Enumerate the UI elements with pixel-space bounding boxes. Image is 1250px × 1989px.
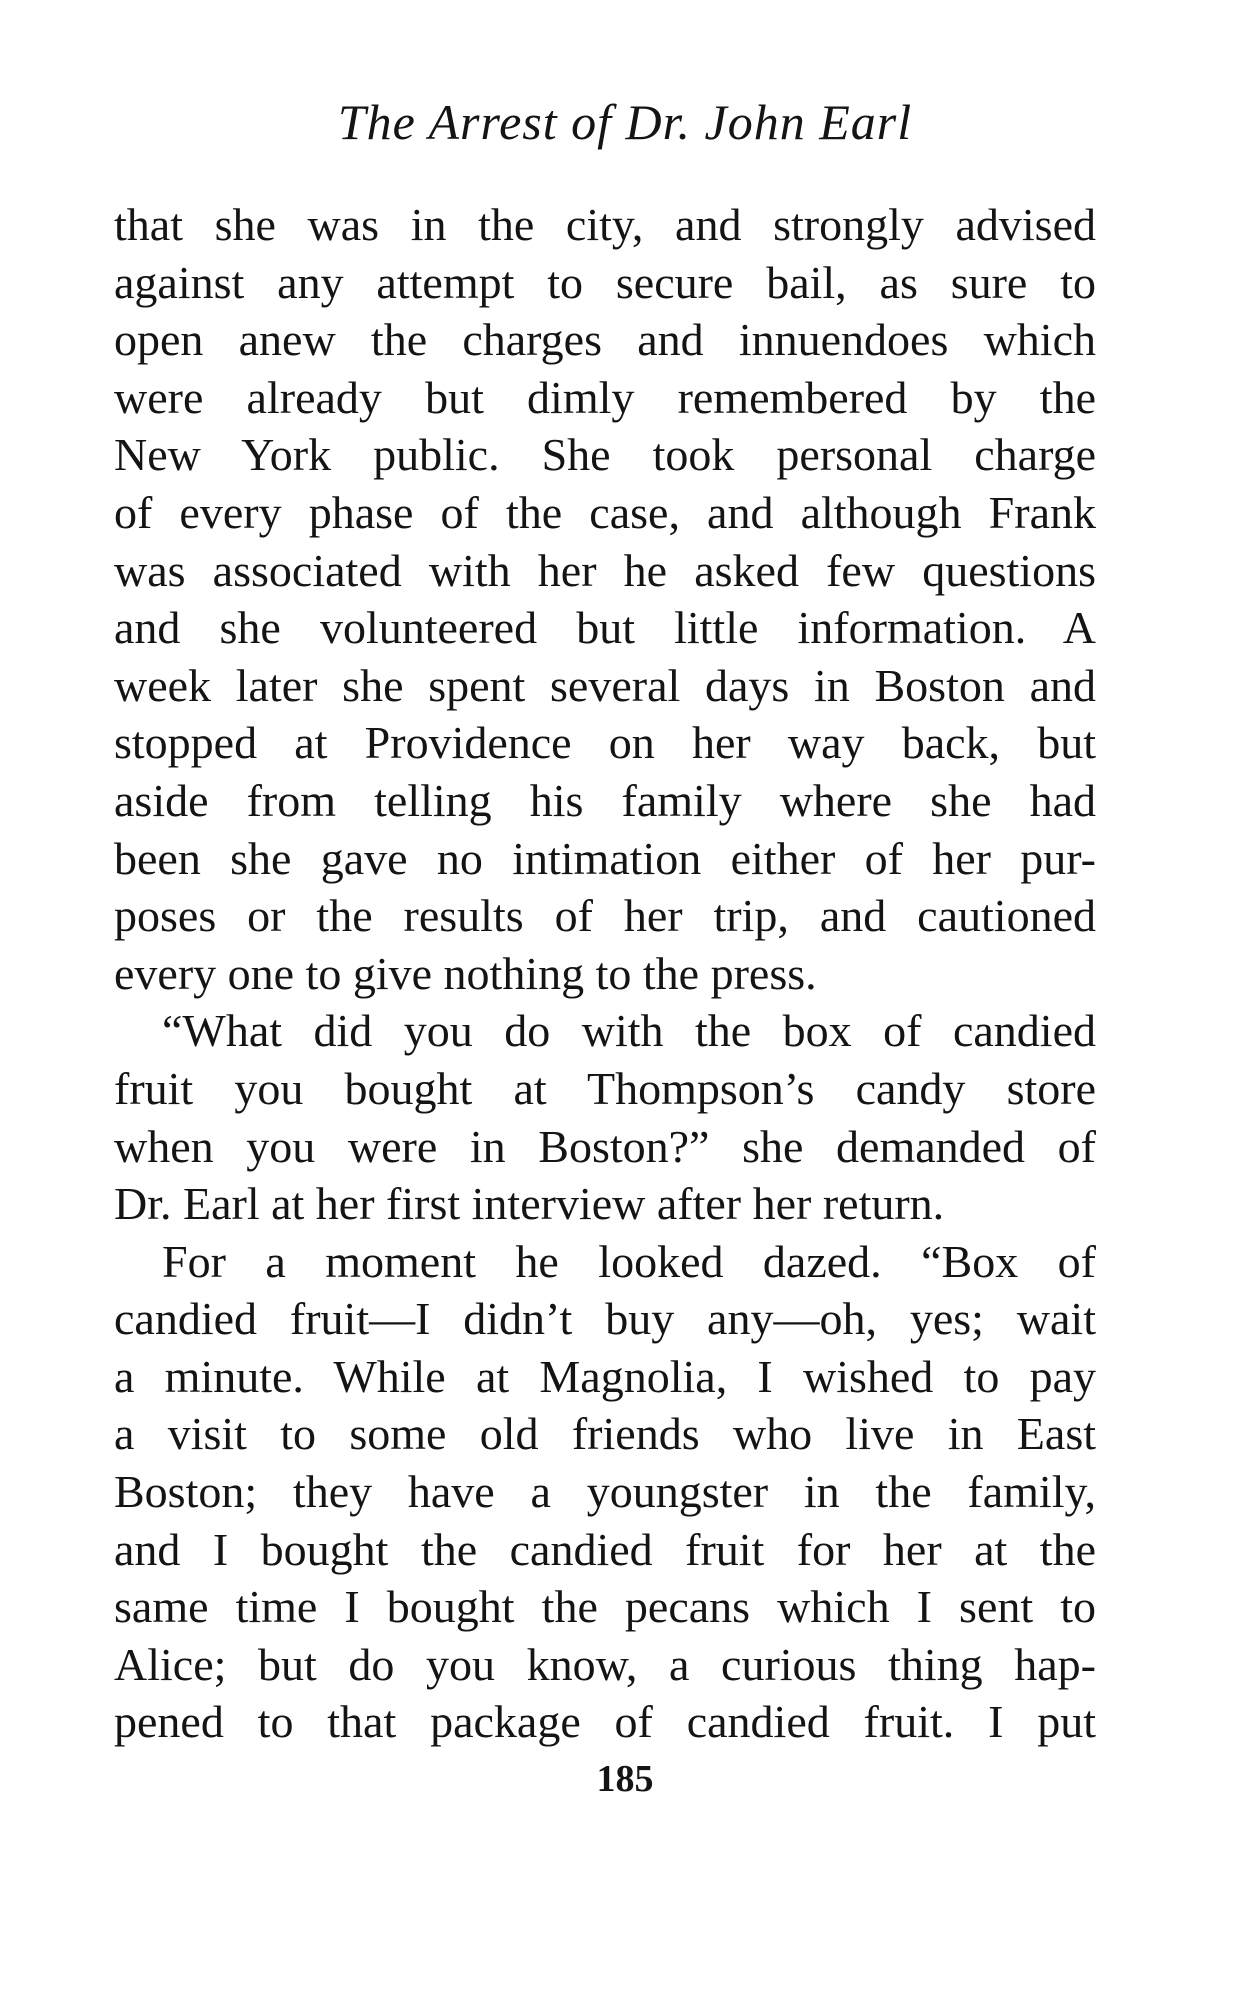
text-line: Alice; but do you know, a curious thing hap- <box>114 1638 1096 1690</box>
text-line: pened to that package of candied fruit. I put <box>114 1696 1096 1748</box>
page-number: 185 <box>596 1758 654 1800</box>
text-line: a visit to some old friends who live in East <box>114 1408 1096 1460</box>
text-line: open anew the charges and innuendoes which <box>114 314 1096 366</box>
text-line: and I bought the candied fruit for her at the <box>114 1523 1096 1575</box>
running-head: The Arrest of Dr. John Earl <box>337 94 913 150</box>
text-line: that she was in the city, and strongly advised <box>114 199 1096 250</box>
body-text <box>114 196 1096 1751</box>
text-line: For a moment he looked dazed. “Box of <box>162 1235 1096 1287</box>
text-line: a minute. While at Magnolia, I wished to pay <box>114 1350 1096 1402</box>
text-line: fruit you bought at Thompson’s candy store <box>114 1062 1096 1114</box>
text-line: Dr. Earl at her first interview after her return. <box>114 1178 945 1230</box>
text-line: when you were in Boston?” she demanded of <box>114 1120 1096 1172</box>
text-line: aside from telling his family where she had <box>114 774 1096 826</box>
text-line: against any attempt to secure bail, as sure to <box>114 256 1096 308</box>
text-line: same time I bought the pecans which I sent to <box>114 1581 1096 1633</box>
text-line: poses or the results of her trip, and cautioned <box>114 890 1096 942</box>
text-line: been she gave no intimation either of her pur- <box>114 832 1096 884</box>
text-line: stopped at Providence on her way back, but <box>114 717 1096 769</box>
text-line: was associated with her he asked few questions <box>114 544 1096 596</box>
text-line: of every phase of the case, and although Frank <box>114 486 1096 538</box>
text-line: “What did you do with the box of candied <box>162 1005 1096 1057</box>
text-line: week later she spent several days in Boston and <box>114 659 1096 711</box>
text-line: Boston; they have a youngster in the family, <box>114 1466 1096 1518</box>
text-line: every one to give nothing to the press. <box>114 947 817 999</box>
text-line: New York public. She took personal charge <box>114 429 1096 481</box>
text-line: candied fruit—I didn’t buy any—oh, yes; wait <box>114 1293 1096 1345</box>
text-line: and she volunteered but little information. A <box>114 602 1096 654</box>
text-line: were already but dimly remembered by the <box>114 371 1096 423</box>
